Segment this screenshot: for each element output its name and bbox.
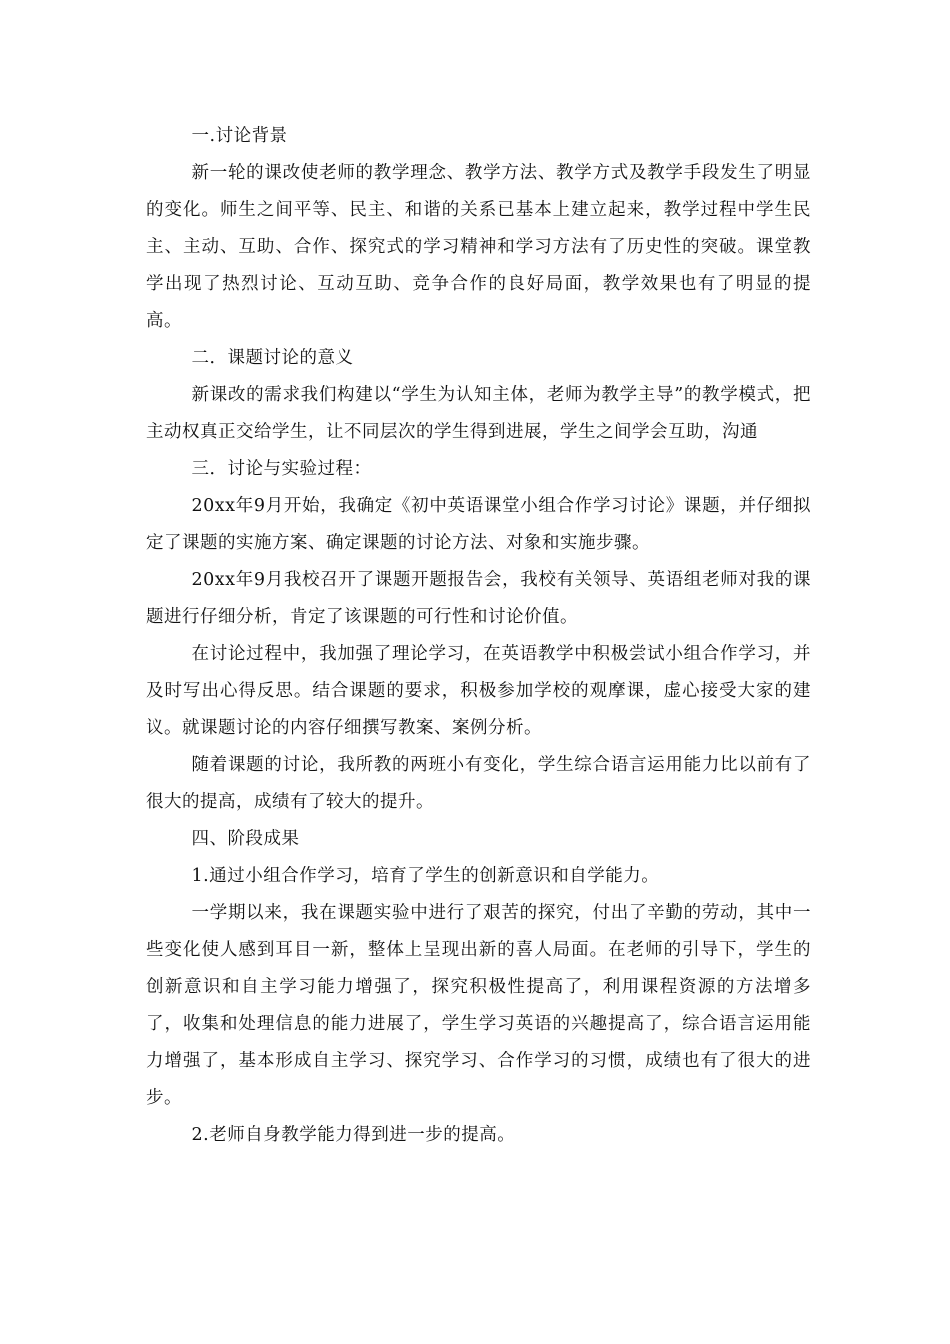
result-item-1: 1.通过小组合作学习，培育了学生的创新意识和自学能力。 <box>191 866 660 886</box>
paragraph-process-start: 20xx年9月开始，我确定《初中英语课堂小组合作学习讨论》课题，并仔细拟定了课题的实施方案、确定课题的讨论方法、对象和实施步骤。 <box>146 496 811 553</box>
result-item-2: 2.老师自身教学能力得到进一步的提高。 <box>191 1125 516 1145</box>
section-heading-background: 一.讨论背景 <box>191 126 288 146</box>
section-heading-results: 四、阶段成果 <box>191 829 300 849</box>
paragraph-process-study: 在讨论过程中，我加强了理论学习，在英语教学中积极尝试小组合作学习，并及时写出心得反思。结合课题的要求，积极参加学校的观摩课，虚心接受大家的建议。就课题讨论的内容仔细撰写教案、案例分析。 <box>146 644 811 738</box>
document-body <box>146 118 811 1154</box>
paragraph-background: 新一轮的课改使老师的教学理念、教学方法、教学方式及教学手段发生了明显的变化。师生之间平等、民主、和谐的关系已基本上建立起来，教学过程中学生民主、主动、互助、合作、探究式的学习精神和学习方法有了历史性的突破。课堂教学出现了热烈讨论、互动互助、竞争合作的良好局面，教学效果也有了明显的提高。 <box>146 163 811 331</box>
paragraph-process-report: 20xx年9月我校召开了课题开题报告会，我校有关领导、英语组老师对我的课题进行仔细分析，肯定了该课题的可行性和讨论价值。 <box>146 570 811 627</box>
paragraph-significance: 新课改的需求我们构建以“学生为认知主体，老师为教学主导”的教学模式，把主动权真正交给学生，让不同层次的学生得到进展，学生之间学会互助，沟通 <box>146 385 811 442</box>
paragraph-process-result: 随着课题的讨论，我所教的两班小有变化，学生综合语言运用能力比以前有了很大的提高，成绩有了较大的提升。 <box>146 755 811 812</box>
paragraph-results-detail: 一学期以来，我在课题实验中进行了艰苦的探究，付出了辛勤的劳动，其中一些变化使人感到耳目一新，整体上呈现出新的喜人局面。在老师的引导下，学生的创新意识和自主学习能力增强了，探究积极性提高了，利用课程资源的方法增多了，收集和处理信息的能力进展了，学生学习英语的兴趣提高了，综合语言运用能力增强了，基本形成自主学习、探究学习、合作学习的习惯，成绩也有了很大的进步。 <box>146 903 811 1108</box>
section-heading-significance: 二．课题讨论的意义 <box>191 348 354 368</box>
section-heading-process: 三．讨论与实验过程： <box>191 459 372 479</box>
